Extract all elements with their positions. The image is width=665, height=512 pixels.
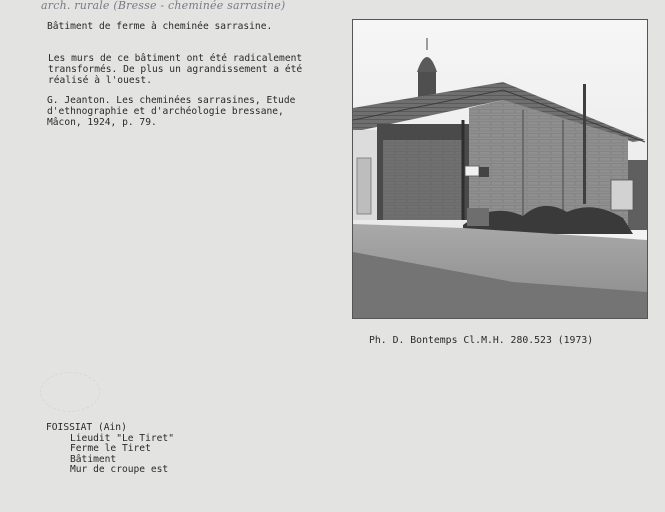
reference-line: d'ethnographie et d'archéologie bressane, [47, 106, 284, 118]
faded-stamp [40, 372, 100, 412]
photo-credit: Ph. D. Bontemps Cl.M.H. 280.523 (1973) [369, 335, 594, 346]
reference-line: Mâcon, 1924, p. 79. [47, 117, 157, 129]
building-detail: Mur de croupe est [70, 464, 169, 476]
location-block [46, 423, 174, 476]
description [48, 53, 302, 87]
commune: FOISSIAT (Ain) [46, 422, 127, 433]
bibliographic-reference [47, 95, 295, 129]
farm-building-photo [352, 19, 648, 319]
document-title: Bâtiment de ferme à cheminée sarrasine. [47, 21, 273, 32]
building-type: Bâtiment [70, 453, 117, 465]
description-line: transformés. De plus un agrandissement a été [48, 64, 303, 76]
lieudit: Lieudit "Le Tiret" [70, 432, 174, 444]
site-name: Ferme le Tiret [70, 443, 151, 455]
reference-line: G. Jeanton. Les cheminées sarrasines, Etude [47, 95, 296, 106]
description-line: Les murs de ce bâtiment ont été radicalement [48, 53, 303, 64]
farm-building-illustration [353, 20, 647, 318]
description-line: réalisé à l'ouest. [48, 75, 152, 87]
handwritten-note: arch. rurale (Bresse - cheminée sarrasine) [41, 0, 286, 12]
